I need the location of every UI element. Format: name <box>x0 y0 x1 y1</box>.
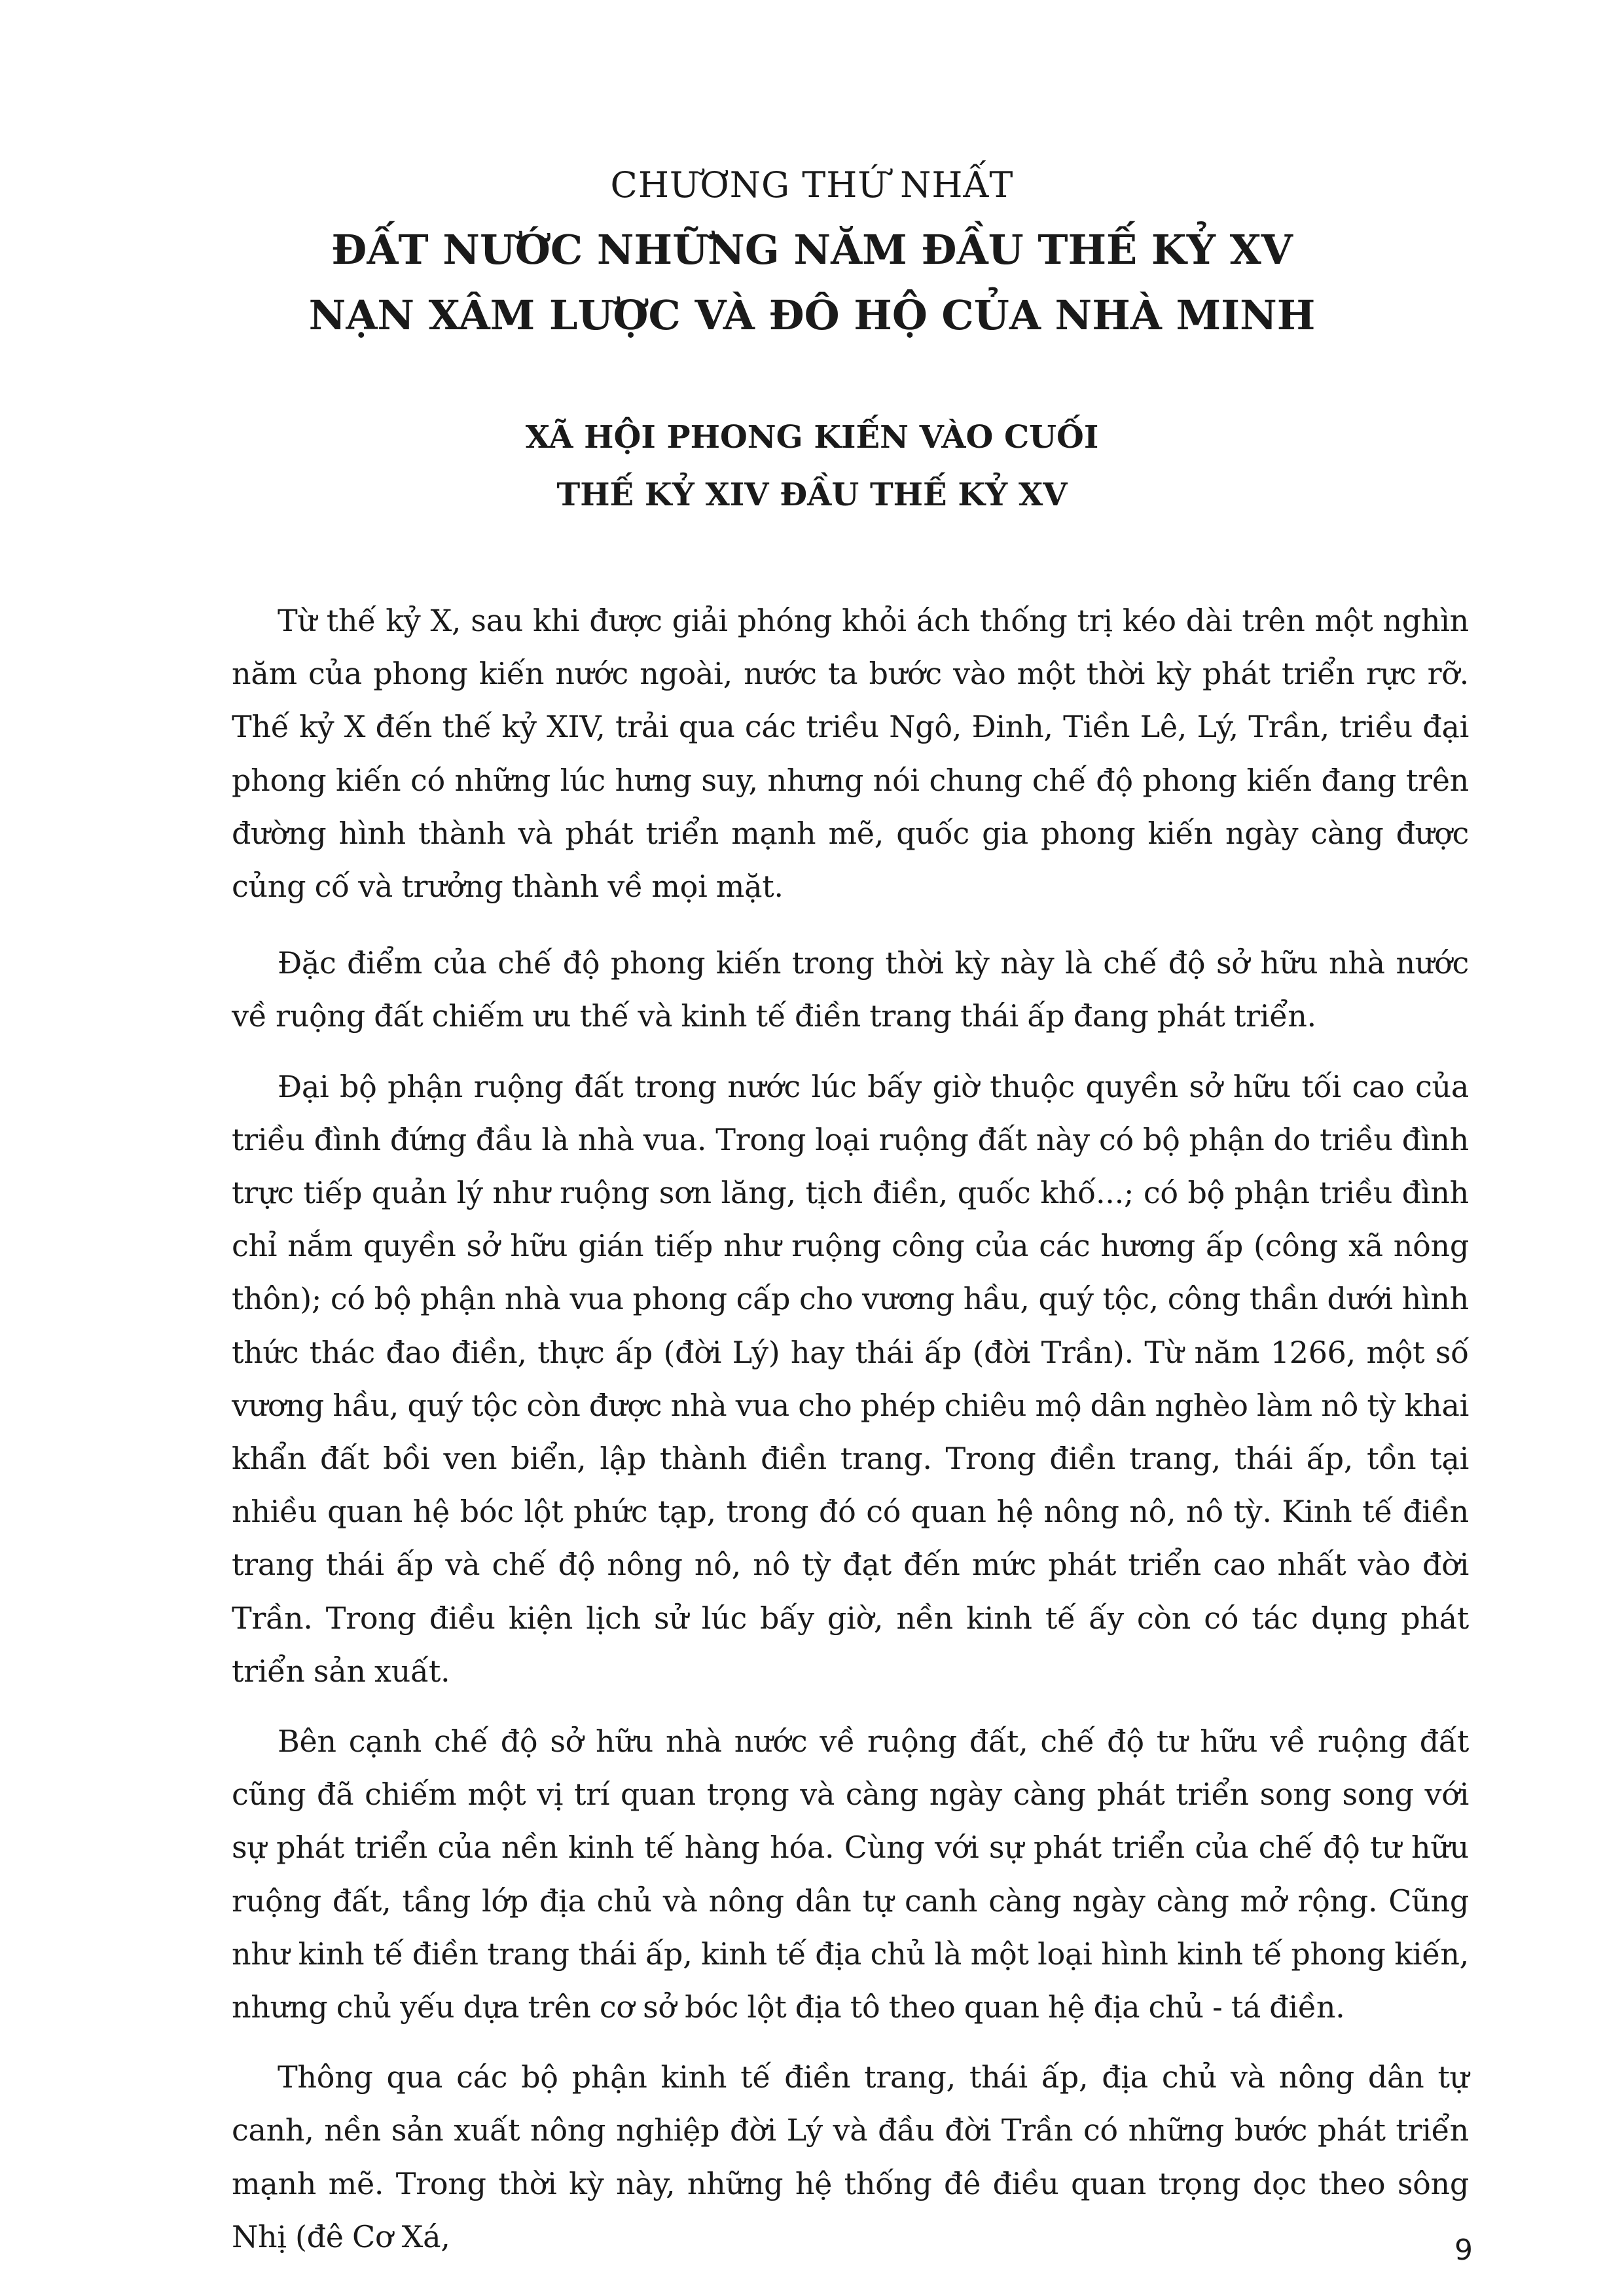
page-number: 9 <box>1454 2233 1473 2267</box>
chapter-title-line-2: NẠN XÂM LƯỢC VÀ ĐÔ HỘ CỦA NHÀ MINH <box>308 291 1316 339</box>
paragraph-5: Thông qua các bộ phận kinh tế điền trang, thái ấp, địa chủ và nông dân tự canh, nền sản xuất nông nghiệp đời Lý và đầu đời Trần có những bước phát triển mạnh mẽ. Trong thời kỳ này, những hệ thống đê điều quan trọng dọc theo sông Nhị (đê Cơ Xá, <box>232 2059 1469 2254</box>
paragraph-1: Từ thế kỷ X, sau khi được giải phóng khỏi ách thống trị kéo dài trên một nghìn năm của phong kiến nước ngoài, nước ta bước vào một thời kỳ phát triển rực rỡ. Thế kỷ X đến thế kỷ XIV, trải qua các triều Ngô, Đinh, Tiền Lê, Lý, Trần, triều đại phong kiến có những lúc hưng suy, nhưng nói chung chế độ phong kiến đang trên đường hình thành và phát triển mạnh mẽ, quốc gia phong kiến ngày càng được củng cố và trưởng thành về mọi mặt. <box>232 603 1469 905</box>
paragraph-4: Bên cạnh chế độ sở hữu nhà nước về ruộng đất, chế độ tư hữu về ruộng đất cũng đã chiếm một vị trí quan trọng và càng ngày càng phát triển song song với sự phát triển của nền kinh tế hàng hóa. Cùng với sự phát triển của chế độ tư hữu ruộng đất, tầng lớp địa chủ và nông dân tự canh càng ngày càng mở rộng. Cũng như kinh tế điền trang thái ấp, kinh tế địa chủ là một loại hình kinh tế phong kiến, nhưng chủ yếu dựa trên cơ sở bóc lột địa tô theo quan hệ địa chủ - tá điền. <box>232 1724 1469 2025</box>
paragraph-3: Đại bộ phận ruộng đất trong nước lúc bấy giờ thuộc quyền sở hữu tối cao của triều đình đứng đầu là nhà vua. Trong loại ruộng đất này có bộ phận do triều đình trực tiếp quản lý như ruộng sơn lăng, tịch điền, quốc khố...; có bộ phận triều đình chỉ nắm quyền sở hữu gián tiếp như ruộng công của các hương ấp (công xã nông thôn); có bộ phận nhà vua phong cấp cho vương hầu, quý tộc, công thần dưới hình thức thác đao điền, thực ấp (đời Lý) hay thái ấp (đời Trần). Từ năm 1266, một số vương hầu, quý tộc còn được nhà vua cho phép chiêu mộ dân nghèo làm nô tỳ khai khẩn đất bồi ven biển, lập thành điền trang. Trong điền trang, thái ấp, tồn tại nhiều quan hệ bóc lột phức tạp, trong đó có quan hệ nông nô, nô tỳ. Kinh tế điền trang thái ấp và chế độ nông nô, nô tỳ đạt đến mức phát triển cao nhất vào đời Trần. Trong điều kiện lịch sử lúc bấy giờ, nền kinh tế ấy còn có tác dụng phát triển sản xuất. <box>232 1068 1469 1689</box>
section-title-line-2: THẾ KỶ XIV ĐẦU THẾ KỶ XV <box>556 477 1068 513</box>
chapter-label: CHƯƠNG THỨ NHẤT <box>610 164 1014 206</box>
body-text <box>232 594 1469 2281</box>
chapter-title-line-1: ĐẤT NƯỚC NHỮNG NĂM ĐẦU THẾ KỶ XV <box>331 226 1293 274</box>
section-title-line-1: XÃ HỘI PHONG KIẾN VÀO CUỐI <box>525 419 1099 456</box>
paragraph-2: Đặc điểm của chế độ phong kiến trong thời kỳ này là chế độ sở hữu nhà nước về ruộng đất chiếm ưu thế và kinh tế điền trang thái ấp đang phát triển. <box>232 945 1469 1034</box>
